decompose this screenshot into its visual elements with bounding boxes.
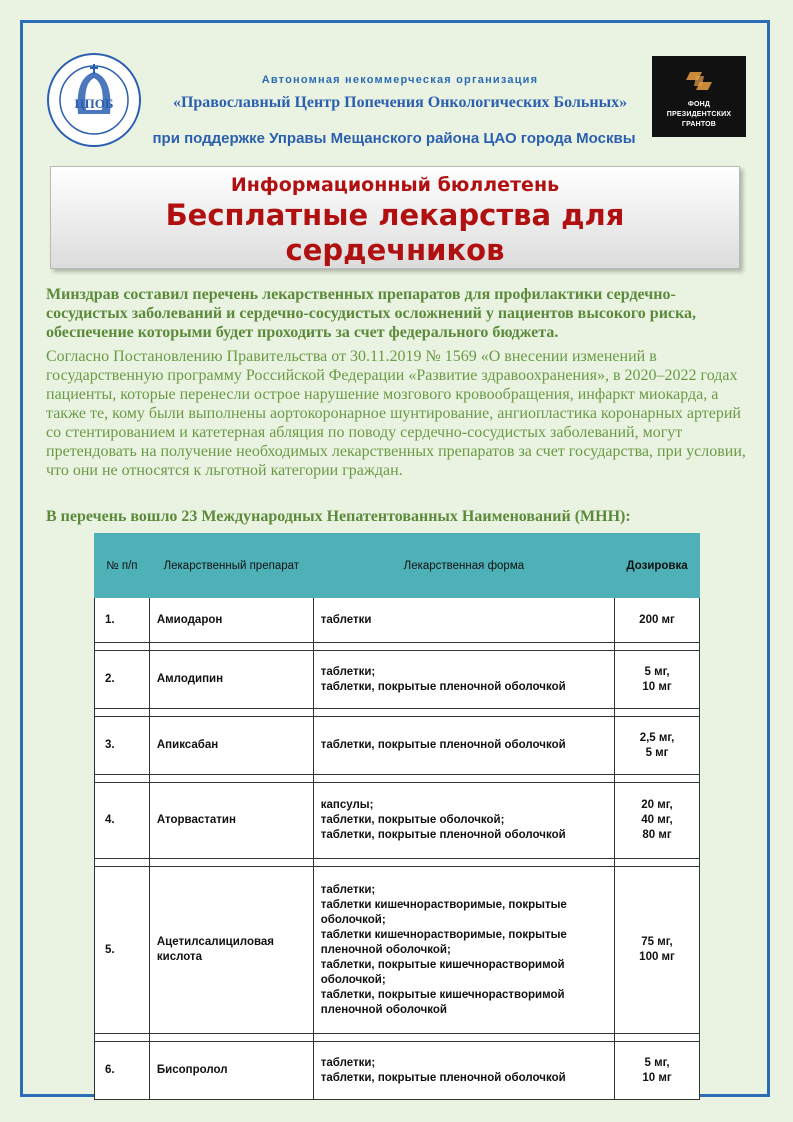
row-number: 4. [95, 783, 150, 859]
drug-name: Амиодарон [149, 598, 313, 643]
gap-cell [615, 1034, 700, 1042]
table-header-row [95, 534, 700, 598]
row-gap [95, 859, 700, 867]
gap-cell [149, 775, 313, 783]
dose-line: 10 мг [642, 1071, 672, 1084]
gap-cell [95, 859, 150, 867]
gap-cell [95, 775, 150, 783]
drug-form [313, 783, 614, 859]
gap-cell [615, 709, 700, 717]
form-line: таблетки, покрытые пленочной оболочкой [320, 739, 566, 751]
header-number: № п/п [95, 534, 150, 598]
gap-cell [313, 643, 614, 651]
dose-line: 80 мг [642, 829, 672, 841]
presidential-grants-fund-logo [652, 56, 746, 137]
table-row [95, 1042, 700, 1100]
drug-dose [615, 867, 700, 1034]
intro-summary: Минздрав составил перечень лекарственных препаратов для профилактики сердечно-сосудистых заболеваний и сердечно-сосудистых осложнений у пациентов высокого риска, обеспечение которыми будет проходить за счет федерального бюджета. [46, 286, 696, 341]
table-row [95, 867, 700, 1034]
drug-form [313, 651, 614, 709]
form-line: таблетки [320, 613, 372, 626]
organization-logo [46, 52, 142, 148]
row-gap [95, 709, 700, 717]
dose-line: 100 мг [639, 951, 675, 963]
drug-dose [615, 717, 700, 775]
gap-cell [95, 643, 150, 651]
gap-cell [95, 709, 150, 717]
gap-cell [149, 709, 313, 717]
form-line: таблетки кишечнорастворимые, покрытые пленочной оболочкой; [320, 928, 567, 956]
org-type-line: Автономная некоммерческая организация [261, 74, 539, 86]
drug-name: Бисопролол [149, 1042, 313, 1100]
dose-line: 200 мг [639, 613, 675, 626]
bulletin-title: Бесплатные лекарства для сердечников [165, 198, 625, 267]
row-number: 2. [95, 651, 150, 709]
table-row [95, 783, 700, 859]
gap-cell [95, 1034, 150, 1042]
row-number: 5. [95, 867, 150, 1034]
row-gap [95, 775, 700, 783]
gap-cell [149, 1034, 313, 1042]
table-row [95, 717, 700, 775]
form-line: таблетки, покрытые пленочной оболочкой [320, 1071, 566, 1084]
drug-name: Аторвастатин [149, 783, 313, 859]
fund-text-3: ГРАНТОВ [681, 121, 717, 128]
drug-table [94, 533, 700, 1100]
form-line: таблетки; [320, 665, 376, 678]
row-number: 6. [95, 1042, 150, 1100]
drug-form [313, 1042, 614, 1100]
header-dose: Дозировка [615, 534, 700, 598]
fund-text-1: ФОНД [687, 101, 711, 108]
form-line: таблетки, покрытые пленочной оболочкой [320, 680, 566, 693]
drug-dose [615, 1042, 700, 1100]
drug-dose [615, 651, 700, 709]
form-line: таблетки; [320, 1056, 376, 1069]
row-gap [95, 1034, 700, 1042]
gap-cell [149, 859, 313, 867]
form-line: таблетки, покрытые кишечнорастворимой пленочной оболочкой [320, 988, 565, 1016]
row-number: 3. [95, 717, 150, 775]
gap-cell [615, 859, 700, 867]
title-banner [50, 166, 740, 269]
row-gap [95, 643, 700, 651]
drug-form [313, 867, 614, 1034]
header-drug: Лекарственный препарат [149, 534, 313, 598]
list-heading: В перечень вошло 23 Международных Непатентованных Наименований (МНН): [46, 508, 631, 525]
gap-cell [615, 643, 700, 651]
dose-line: 10 мг [642, 680, 672, 693]
dose-line: 5 мг, [644, 665, 670, 678]
gap-cell [615, 775, 700, 783]
fund-mark-icon [684, 68, 714, 94]
dose-line: 40 мг, [641, 814, 673, 826]
table-row [95, 651, 700, 709]
form-line: таблетки, покрытые пленочной оболочкой [320, 829, 566, 841]
dose-line: 5 мг [645, 746, 669, 759]
form-line: капсулы; [320, 799, 374, 811]
dose-line: 2,5 мг, [639, 731, 675, 744]
header-form: Лекарственная форма [313, 534, 614, 598]
drug-form [313, 598, 614, 643]
dose-line: 20 мг, [641, 799, 673, 811]
dose-line: 5 мг, [644, 1056, 670, 1069]
row-number: 1. [95, 598, 150, 643]
form-line: таблетки, покрытые оболочкой; [320, 814, 505, 826]
org-name: «Православный Центр Попечения Онкологических Больных» [172, 94, 628, 111]
gap-cell [313, 775, 614, 783]
bulletin-subtitle: Информационный бюллетень [230, 174, 560, 196]
logo-lettering: ЦПОБ [74, 96, 114, 111]
table-row [95, 598, 700, 643]
form-line: таблетки, покрытые кишечнорастворимой оболочкой; [320, 958, 565, 986]
drug-dose [615, 783, 700, 859]
drug-name: Амлодипин [149, 651, 313, 709]
drug-name: Ацетилсалициловая кислота [149, 867, 313, 1034]
drug-dose [615, 598, 700, 643]
gap-cell [313, 709, 614, 717]
gap-cell [313, 1034, 614, 1042]
fund-text-2: ПРЕЗИДЕНТСКИХ [666, 111, 732, 118]
support-line: при поддержке Управы Мещанского района ЦАО города Москвы [152, 130, 636, 147]
intro-paragraph: Согласно Постановлению Правительства от 30.11.2019 № 1569 «О внесении изменений в государственную программу Российской Федерации «Развитие здравоохранения», в 2020–2022 годах пациенты, которые перенесли острое нарушение мозгового кровообращения, инфаркт миокарда, а также те, кому были выполнены аортокоронарное шунтирование, ангиопластика коронарных артерий со стентированием и катетерная абляция по поводу сердечно-сосудистых заболеваний, могут претендовать на получение необходимых лекарственных препаратов за счет государства, при условии, что они не относятся к льготной категории граждан. [46, 348, 746, 479]
gap-cell [149, 643, 313, 651]
form-line: таблетки кишечнорастворимые, покрытые оболочкой; [320, 898, 567, 926]
dose-line: 75 мг, [641, 936, 673, 948]
drug-name: Апиксабан [149, 717, 313, 775]
drug-form [313, 717, 614, 775]
gap-cell [313, 859, 614, 867]
form-line: таблетки; [320, 883, 376, 896]
